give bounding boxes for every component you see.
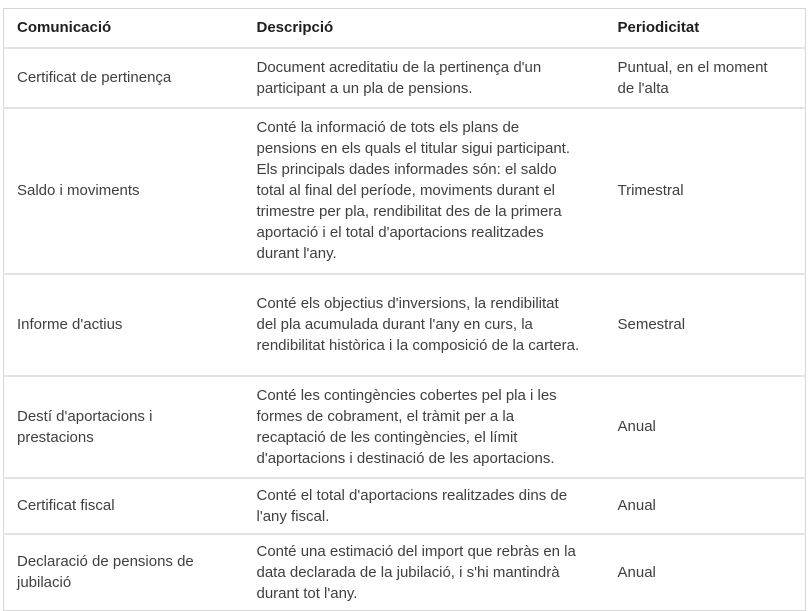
cell-periodicitat: Anual	[617, 497, 656, 514]
cell-comunicacio: Destí d'aportacions i prestacions	[17, 407, 153, 446]
cell-comunicacio: Declaració de pensions de jubilació	[17, 553, 194, 591]
cell-comunicacio: Certificat de pertinença	[17, 69, 172, 86]
cell-periodicitat: Trimestral	[617, 182, 684, 199]
column-header-comunicacio: Comunicació	[17, 19, 112, 37]
cell-periodicitat: Semestral	[617, 316, 686, 333]
cell-periodicitat: Anual	[617, 563, 656, 581]
cell-descripcio: Conté una estimació del import que rebràs en la data declarada de la jubilació, i s'hi mantindrà durant tot l'any.	[256, 542, 576, 602]
table-row	[4, 376, 806, 478]
cell-comunicacio: Certificat fiscal	[17, 497, 115, 514]
cell-periodicitat: Puntual, en el moment de l'alta	[617, 58, 768, 97]
cell-descripcio: Document acreditatiu de la pertinença d'un participant a un pla de pensions.	[256, 58, 542, 97]
cell-descripcio: Conté la informació de tots els plans de pensions en els quals el titular sigui participant. Els principals dades informades són: el saldo total al final del període, moviments durant el trimestre per pla, rendibilitat des de la primera aportació i el total d'aportacions realitzades durant l'any.	[256, 119, 571, 262]
cell-descripcio: Conté els objectius d'inversions, la rendibilitat del pla acumulada durant l'any en curs, la rendibilitat històrica i la composició de la cartera.	[256, 295, 580, 354]
table-row	[4, 108, 806, 274]
table-row	[4, 48, 806, 108]
table-row	[4, 534, 806, 611]
column-header-descripcio: Descripció	[256, 19, 334, 37]
table-header-row	[4, 9, 806, 48]
table-row	[4, 478, 806, 534]
cell-periodicitat: Anual	[617, 418, 656, 435]
cell-descripcio: Conté les contingències cobertes pel pla i les formes de cobrament, el tràmit per a la recaptació de les contingències, el límit d'aportacions i destinació de les aportacions.	[256, 386, 557, 467]
cell-descripcio: Conté el total d'aportacions realitzades dins de l'any fiscal.	[256, 486, 568, 525]
cell-comunicacio: Saldo i moviments	[17, 182, 140, 199]
cell-comunicacio: Informe d'actius	[17, 316, 123, 333]
column-header-periodicitat: Periodicitat	[617, 19, 700, 37]
table-row	[4, 274, 806, 376]
communications-table	[3, 8, 806, 611]
